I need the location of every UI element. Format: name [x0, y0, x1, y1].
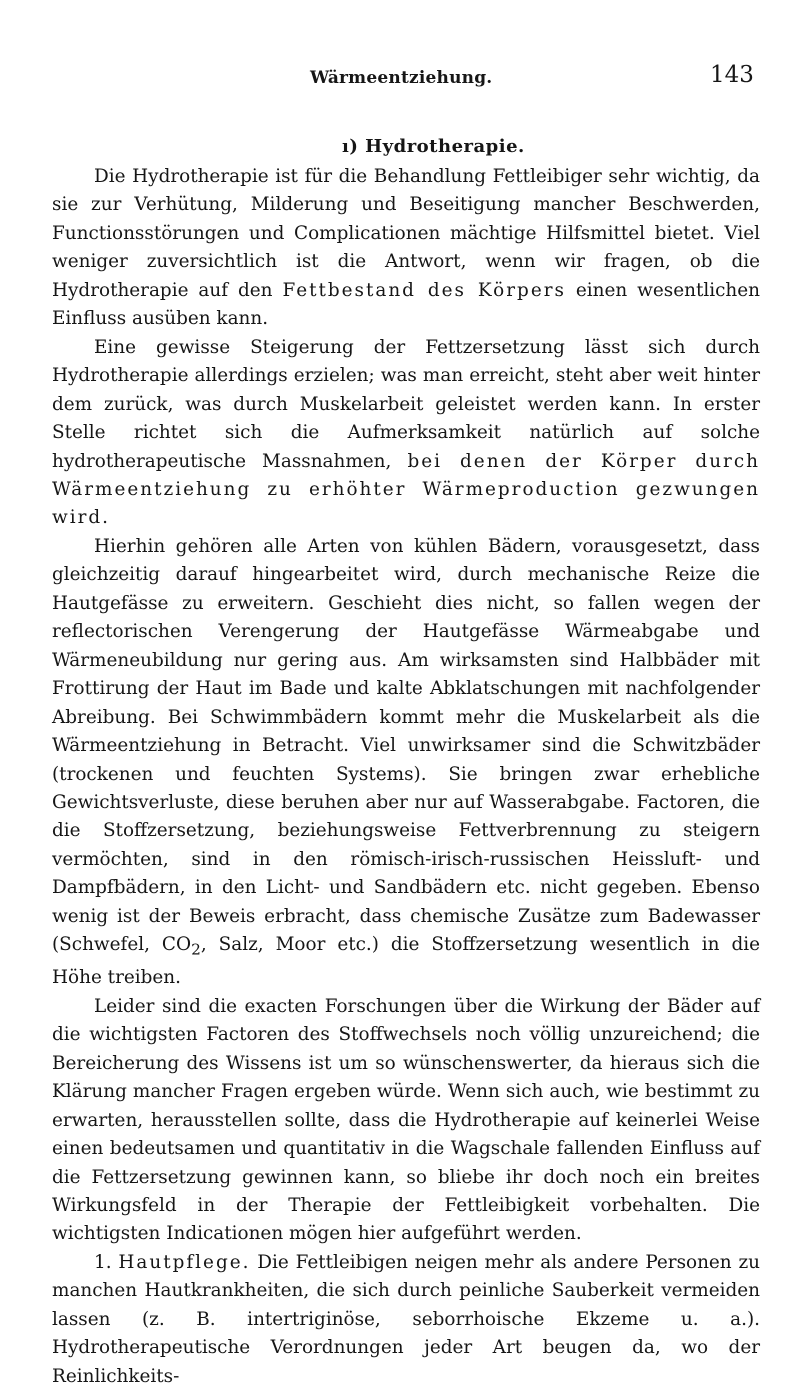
paragraph-text: Leider sind die exacten Forschungen über die Wirkung der Bäder auf die wichtigsten Factoren des Stoffwechsels noch völlig unzureichend; die Bereicherung des Wissens ist um so wünschenswerter, da hieraus sich die Klärung mancher Fragen ergeben würde. Wenn sich auch, wie bestimmt zu erwarten, herausstellen sollte, dass die Hydrotherapie auf keinerlei Weise einen bedeutsamen und quantitativ in die Wagschale fallenden Einfluss auf die Fettzersetzung gewinnen kann, so bliebe ihr doch noch ein breites Wirkungsfeld in der Therapie der Fettleibigkeit vorbehalten. Die wichtigsten Indicationen mögen hier aufgeführt werden. [52, 995, 760, 1245]
page-number: 143 [710, 62, 754, 88]
subscript: 2 [191, 940, 201, 959]
spaced-emphasis: Fettbestand des Körpers [282, 279, 566, 301]
body-text [52, 163, 760, 1391]
paragraph-text: Die Fettleibigen neigen mehr als andere Personen zu manchen Hautkrankheiten, die sich durch peinliche Sauberkeit vermeiden lassen (z. B. intertriginöse, seborrhoische Ekzeme u. a.). Hydrotherapeutische Verordnungen jeder Art beugen da, wo der Reinlichkeits- [52, 1251, 760, 1387]
section-heading [342, 136, 525, 157]
paragraph [52, 163, 760, 334]
paragraph-text: Die Hydrotherapie ist für die Behandlung Fettleibiger sehr wichtig, da sie zur Verhütung, Milderung und Beseitigung mancher Beschwerden, Functionsstörungen und Complicationen mächtige Hilfsmittel bietet. Viel weniger zuversichtlich ist die Antwort, wenn wir fragen, ob die Hydrotherapie auf den [52, 166, 760, 301]
paragraph-text: , Salz, Moor etc.) die Stoffzersetzung wesentlich in die Höhe treiben. [52, 934, 760, 989]
paragraph-text: 1. [94, 1251, 119, 1273]
paragraph-text: Hierhin gehören alle Arten von kühlen Bädern, vorausgesetzt, dass gleichzeitig darauf hingearbeitet wird, durch mechanische Reize die Hautgefässe zu erweitern. Geschieht dies nicht, so fallen wegen der reflectorischen Verengerung der Hautgefässe Wärmeabgabe und Wärmeneubildung nur gering aus. Am wirksamsten sind Halbbäder mit Frottirung der Haut im Bade und kalte Abklatschungen mit nachfolgender Abreibung. Bei Schwimmbädern kommt mehr die Muskelarbeit als die Wärmeentziehung in Betracht. Viel unwirksamer sind die Schwitzbäder (trockenen und feuchten Systems). Sie bringen zwar erhebliche Gewichtsverluste, diese beruhen aber nur auf Wasserabgabe. Factoren, die die Stoffzersetzung, beziehungsweise Fettverbrennung zu steigern vermöchten, sind in den römisch-irisch-russischen Heissluft- und Dampfbädern, in den Licht- und Sandbädern etc. nicht gegeben. Ebenso wenig ist der Beweis erbracht, dass chemische Zusätze zum Badewasser (Schwefel, CO [52, 535, 760, 956]
spaced-emphasis: bei denen der Körper durch Wärmeentziehung zu erhöhter Wärmeproduction gezwungen wird. [52, 450, 760, 529]
paragraph-text: einen wesentlichen Einfluss ausüben kann. [52, 279, 760, 330]
section-marker: ı) [342, 136, 359, 157]
paragraph [52, 334, 760, 533]
spaced-emphasis: Hautpflege. [118, 1251, 251, 1273]
paragraph [52, 993, 760, 1249]
paragraph-text: Eine gewisse Steigerung der Fettzersetzung lässt sich durch Hydrotherapie allerdings erzielen; was man erreicht, steht aber weit hinter dem zurück, was durch Muskelarbeit geleistet werden kann. In erster Stelle richtet sich die Aufmerksamkeit natürlich auf solche hydrotherapeutische Massnahmen, [52, 336, 760, 472]
paragraph [52, 533, 760, 993]
paragraph [52, 1249, 760, 1391]
running-title: Wärmeentziehung. [310, 68, 493, 88]
section-title: Hydrotherapie. [365, 136, 525, 157]
